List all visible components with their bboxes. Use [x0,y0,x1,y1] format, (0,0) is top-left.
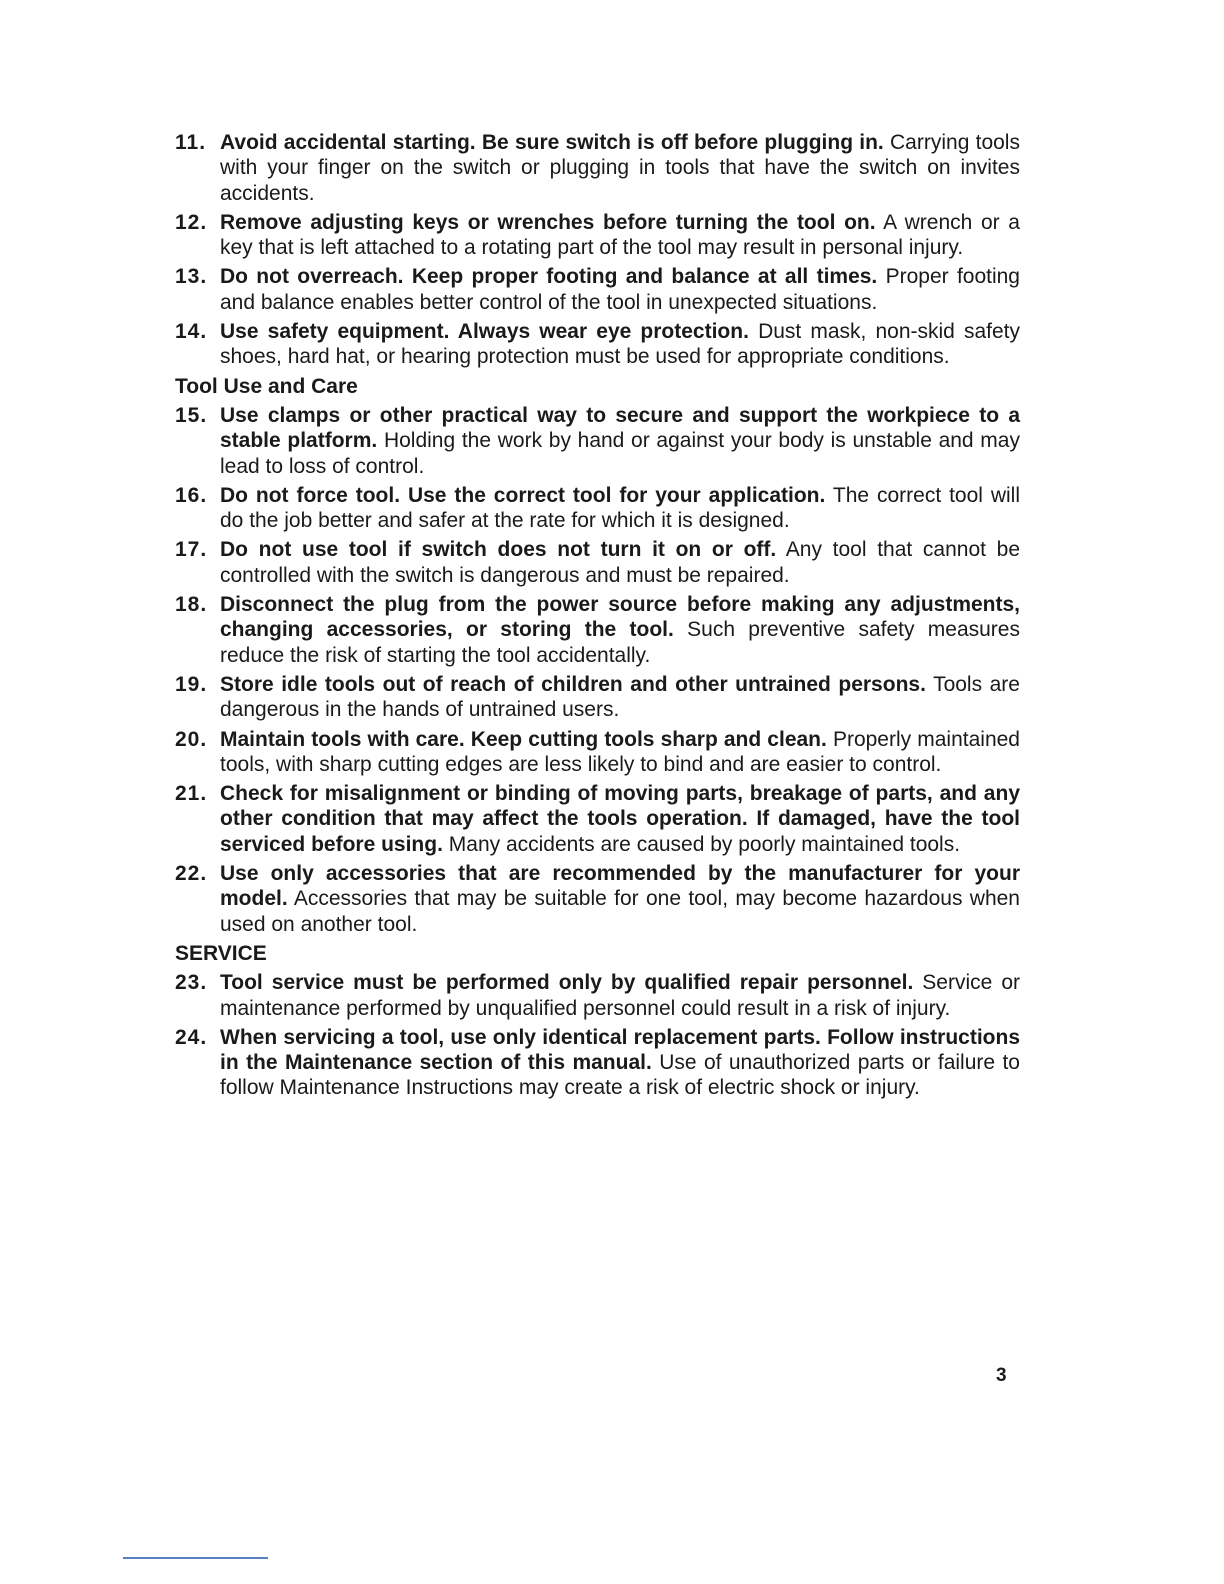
rule-lead: Avoid accidental starting. Be sure switch is off before plugging in. [220,131,884,154]
safety-rule-24 [175,1025,1020,1101]
rule-body: Dust mask, non-skid safety shoes, hard hat, or hearing protection must be used for appropriate conditions. [220,320,1021,369]
rule-body: Any tool that cannot be controlled with the switch is dangerous and must be repaired. [220,538,1020,587]
rule-body: Tools are dangerous in the hands of untrained users. [220,672,1020,722]
rule-lead: Do not use tool if switch does not turn it on or off. [220,538,777,562]
rule-lead: Use clamps or other practical way to secure and support the workpiece to a stable platform. [220,403,1020,453]
safety-rule-20 [175,727,1020,778]
safety-rule-18 [175,592,1020,668]
section-heading-service: SERVICE [175,941,267,965]
safety-rule-15 [175,403,1020,479]
rule-number: 14. [175,320,208,344]
safety-rule-14 [175,319,1020,370]
safety-rule-23 [175,970,1020,1021]
rule-body: Proper footing and balance enables better control of the tool in unexpected situations. [220,265,1020,314]
safety-rule-13 [175,264,1020,315]
rule-body: Many accidents are caused by poorly maintained tools. [448,832,961,856]
rule-lead: Use only accessories that are recommended by the manufacturer for your model. [220,862,1020,911]
safety-rule-16 [175,483,1020,534]
safety-rule-17 [175,537,1020,588]
page-number: 3 [996,1365,1007,1386]
rule-number: 17. [175,538,208,562]
rule-number: 21. [175,782,208,806]
rule-number: 15. [175,403,208,427]
safety-rule-19 [175,672,1020,723]
rule-number: 24. [175,1025,208,1049]
safety-rules-content [175,130,1020,1105]
rule-number: 22. [175,862,208,886]
section-heading-tool-use: Tool Use and Care [175,374,358,398]
rule-number: 18. [175,593,208,617]
safety-rule-22 [175,861,1020,937]
rule-body: Service or maintenance performed by unqualified personnel could result in a risk of injury. [220,971,1020,1020]
rule-number: 12. [175,210,208,234]
rule-number: 13. [175,265,208,289]
rule-lead: Store idle tools out of reach of children and other untrained persons. [220,672,926,696]
rule-body: Properly maintained tools, with sharp cutting edges are less likely to bind and are easier to control. [220,727,1020,776]
rule-body: Such preventive safety measures reduce the risk of starting the tool accidentally. [220,618,1020,667]
rule-body: Carrying tools with your finger on the switch or plugging in tools that have the switch on invites accidents. [220,131,1020,205]
rule-number: 20. [175,727,208,751]
rule-number: 16. [175,483,208,507]
rule-lead: When servicing a tool, use only identical replacement parts. Follow instructions in the Maintenance section of this manual. [220,1025,1020,1075]
rule-lead: Do not force tool. Use the correct tool for your application. [220,483,826,507]
rule-number: 11. [175,131,207,154]
scan-edge-line [123,1557,268,1559]
rule-body: A wrench or a key that is left attached to a rotating part of the tool may result in personal injury. [220,210,1020,260]
rule-body: Holding the work by hand or against your body is unstable and may lead to loss of control. [220,429,1020,478]
rule-lead: Remove adjusting keys or wrenches before turning the tool on. [220,210,876,234]
rule-number: 19. [175,672,208,696]
rule-number: 23. [175,971,208,995]
rule-body: The correct tool will do the job better and safer at the rate for which it is designed. [220,483,1020,533]
rule-lead: Do not overreach. Keep proper footing and balance at all times. [220,265,878,289]
rule-lead: Check for misalignment or binding of moving parts, breakage of parts, and any other condition that may affect the tools operation. If damaged, have the tool serviced before using. [220,782,1020,856]
rule-body: Accessories that may be suitable for one tool, may become hazardous when used on another tool. [220,887,1020,936]
rule-body: Use of unauthorized parts or failure to follow Maintenance Instructions may create a risk of electric shock or injury. [220,1051,1020,1100]
safety-rule-11 [175,130,1020,206]
safety-rule-21 [175,781,1020,857]
rule-lead: Tool service must be performed only by qualified repair personnel. [220,971,914,995]
rule-lead: Disconnect the plug from the power source before making any adjustments, changing accessories, or storing the tool. [220,593,1020,642]
safety-rule-12 [175,210,1020,261]
rule-lead: Use safety equipment. Always wear eye protection. [220,320,749,344]
rule-lead: Maintain tools with care. Keep cutting tools sharp and clean. [220,727,827,751]
